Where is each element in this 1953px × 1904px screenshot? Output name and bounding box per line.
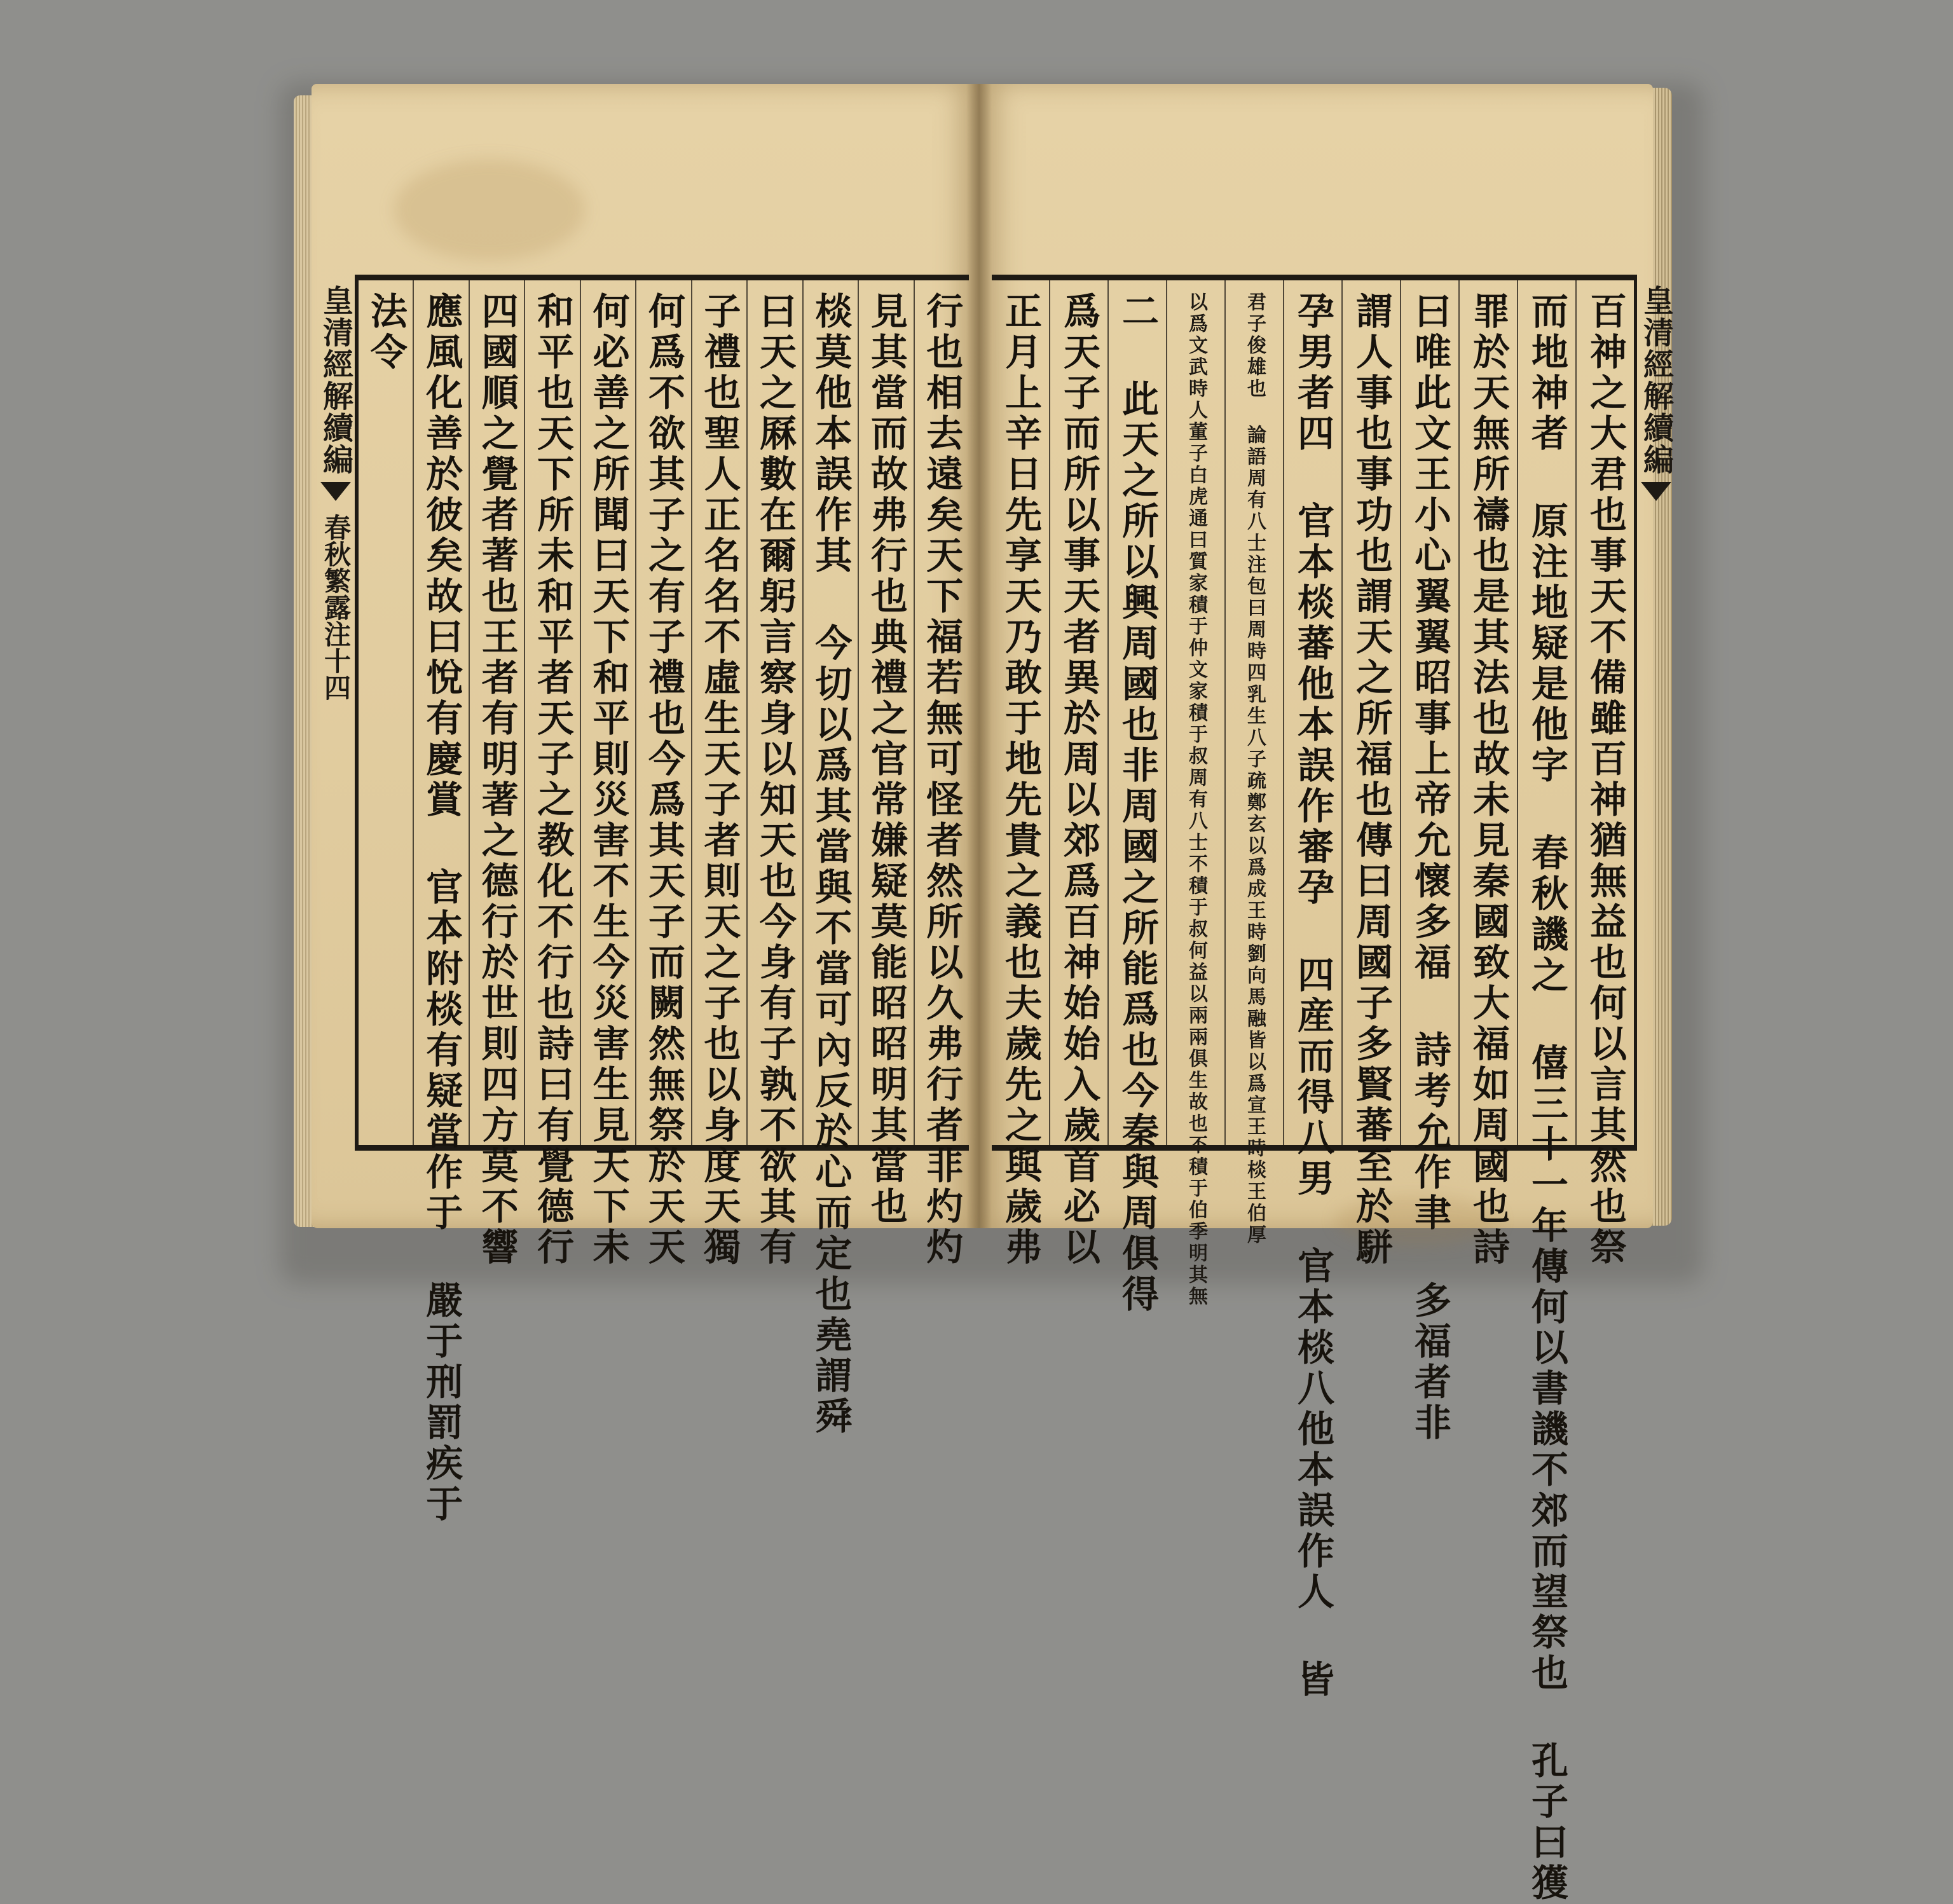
text-column: [1458, 280, 1517, 1268]
column-note: 君子俊雄也 論語周有八士注包曰周時四乳生八子疏鄭玄以爲成王時劉向馬融皆以爲宣王時棪王伯厚: [1244, 292, 1266, 1246]
column-text: 何爲不欲其子之有子禮也今爲其天子而闕然無祭於天天: [642, 292, 685, 1268]
text-column: [1341, 280, 1400, 1268]
right-margin-title: 皇清經解續編: [1638, 285, 1674, 476]
column-text: 和平也天下所未和平者天子之教化不行也詩曰有覺德行: [531, 292, 575, 1268]
column-text: 見其當而故弗行也典禮之官常嫌疑莫能昭昭明其當也: [864, 292, 908, 1228]
left-columns: [359, 280, 969, 1525]
book-gutter: [966, 84, 992, 1228]
left-margin-chapter: 春秋繁露注十四: [320, 514, 352, 701]
fish-tail-mark: [1641, 482, 1671, 501]
text-column: [580, 280, 635, 1268]
column-text: 子禮也聖人正名名不虛生天子者則天之子也以身度天獨: [697, 292, 741, 1268]
column-text: 曰唯此文王小心翼翼昭事上帝允懷多福 詩考允作聿 多福者非: [1408, 292, 1451, 1444]
text-column: [1049, 280, 1107, 1268]
left-margin-title: 皇清經解續編: [317, 285, 353, 476]
column-text: 法令: [364, 292, 408, 373]
column-text: 二 此天之所以興周國也非周國之所能爲也今秦與周俱得: [1116, 292, 1159, 1315]
left-text-frame: [356, 275, 969, 1525]
column-text: 行也相去遠矣天下福若無可怪者然所以久弗行者非灼灼: [920, 292, 964, 1268]
text-column: [1575, 280, 1634, 1268]
text-column: [858, 280, 913, 1228]
text-column: [1400, 280, 1458, 1444]
right-text-frame: [992, 275, 1637, 1904]
column-text: 曰天之厤數在爾躬言察身以知天也今身有子孰不欲其有: [753, 292, 797, 1268]
text-column: [914, 280, 969, 1268]
text-column: [469, 280, 524, 1268]
text-column: [746, 280, 802, 1268]
text-column: [992, 280, 1049, 1268]
column-text: 而地神者 原注地疑是他字 春秋譏之 僖三十一年傳何以書譏不郊而望祭也 孔子曰獲: [1525, 292, 1568, 1904]
left-margin-strip: [317, 275, 357, 1151]
fish-tail-mark: [320, 482, 351, 501]
column-text: 爲天子而所以事天者異於周以郊爲百神始始入歲首必以: [1057, 292, 1100, 1268]
text-column: [413, 280, 468, 1525]
text-column: [359, 280, 413, 1145]
text-column: [691, 280, 746, 1268]
text-column: [1224, 280, 1283, 1246]
column-text: 孕男者四 官本棪蕃他本誤作審孕 四産而得八男 官本棪八他本誤作人 皆: [1291, 292, 1334, 1701]
text-column: [635, 280, 690, 1268]
text-column: [524, 280, 579, 1268]
text-column: [1166, 280, 1224, 1308]
column-text: 罪於天無所禱也是其法也故未見秦國致大福如周國也詩: [1467, 292, 1510, 1268]
text-column: [802, 280, 858, 1437]
column-note: 以爲文武時人董子白虎通曰質家積于仲文家積于叔周有八士不積于叔何益以兩兩俱生故也不積于伯季明其無: [1185, 292, 1207, 1308]
column-text: 謂人事也事功也謂天之所福也傳曰周國子多賢蕃至於駢: [1350, 292, 1393, 1268]
right-margin-strip: [1635, 275, 1675, 1151]
column-text: 應風化善於彼矣故曰悅有慶賞 官本附棪有疑當作于 嚴于刑罰疾于: [420, 292, 463, 1525]
right-columns: [992, 280, 1634, 1904]
column-text: 何必善之所聞曰天下和平則災害不生今災害生見天下未: [586, 292, 630, 1268]
text-column: [1107, 280, 1166, 1315]
text-column: [1517, 280, 1575, 1904]
text-column: [1283, 280, 1341, 1701]
column-text: 四國順之覺者著也王者有明著之德行於世則四方莫不響: [475, 292, 519, 1268]
paper-stain: [394, 159, 585, 261]
column-text: 棪莫他本誤作其 今切以爲其當與不當可內反於心而定也堯謂舜: [809, 292, 853, 1437]
column-text: 百神之大君也事天不備雖百神猶無益也何以言其然也祭: [1584, 292, 1627, 1268]
column-text: 正月上辛日先享天乃敢于地先貴之義也夫歲先之與歲弗: [999, 292, 1042, 1268]
